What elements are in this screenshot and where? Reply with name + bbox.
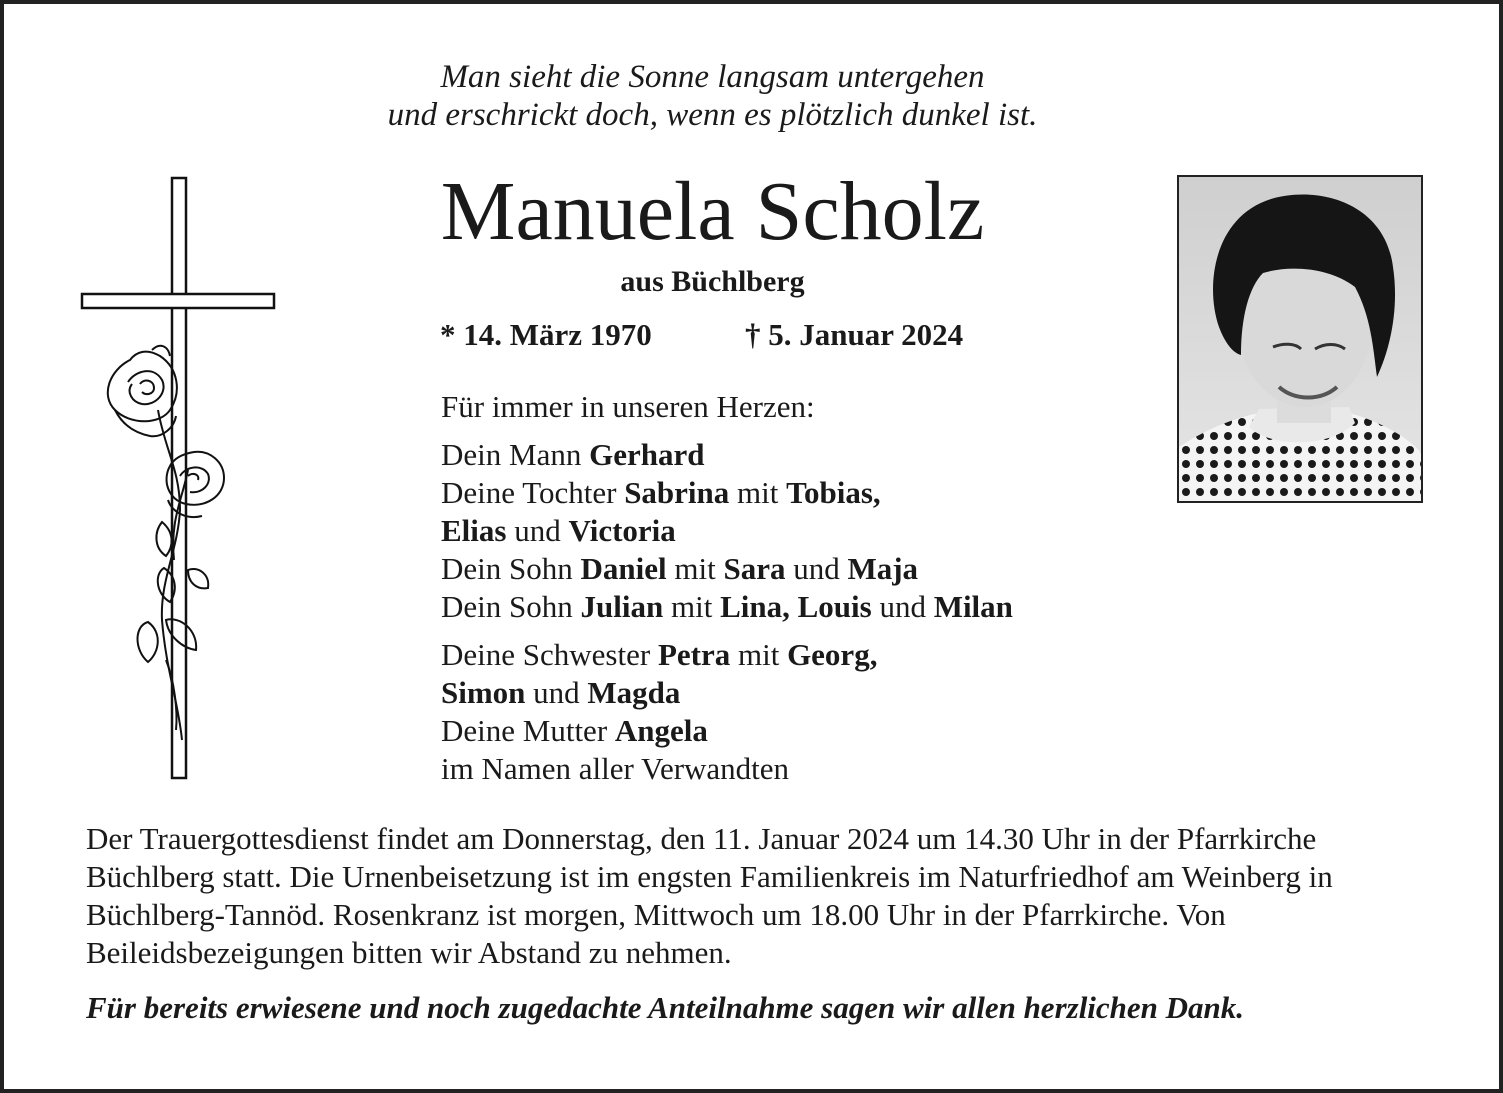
relation-label: Dein Sohn bbox=[441, 551, 581, 586]
quote-line-1: Man sieht die Sonne langsam untergehen bbox=[440, 59, 985, 95]
grandchild-name: Milan bbox=[933, 589, 1013, 624]
connector-text: und bbox=[525, 675, 588, 710]
funeral-notice: Der Trauergottesdienst findet am Donnerstag, den 11. Januar 2024 um 14.30 Uhr in der Pfarrkirche Büchlberg statt. Die Urnenbeisetzung ist im engsten Familienkreis im Naturfriedhof am Weinberg in Büchlberg-Tannöd. Rosenkranz ist morgen, Mittwoch um 18.00 Uhr in der Pfarrkirche. Von Beileidsbezeigungen bitten wir Abstand zu nehmen. bbox=[86, 821, 1333, 970]
family-mother-line bbox=[441, 712, 1013, 750]
death-date: † 5. Januar 2024 bbox=[745, 317, 964, 352]
connector-text: und bbox=[506, 513, 569, 548]
grandchild-name: Elias bbox=[441, 513, 507, 548]
son-partner-names: Lina, Louis bbox=[720, 589, 872, 624]
daughter-partner-name: Tobias, bbox=[786, 475, 881, 510]
relation-label: Dein Sohn bbox=[441, 589, 581, 624]
sister-name: Petra bbox=[657, 637, 731, 672]
deceased-origin: aus Büchlberg bbox=[620, 265, 805, 298]
connector-text: mit bbox=[729, 475, 787, 510]
connector-text: mit bbox=[730, 637, 788, 672]
memorial-quote bbox=[240, 58, 1185, 134]
family-sister-line bbox=[441, 636, 1013, 674]
mother-name: Angela bbox=[614, 713, 708, 748]
connector-text: mit bbox=[666, 551, 724, 586]
relation-label: Dein Mann bbox=[441, 437, 590, 472]
family-list bbox=[441, 388, 1013, 788]
family-intro: Für immer in unseren Herzen: bbox=[441, 389, 815, 424]
relation-label: Deine Mutter bbox=[441, 713, 615, 748]
niece-nephew-name: Magda bbox=[587, 675, 681, 710]
son-partner-name: Sara bbox=[723, 551, 786, 586]
family-son2-line bbox=[441, 588, 1013, 626]
portrait-photo bbox=[1177, 175, 1423, 503]
son-name: Daniel bbox=[580, 551, 667, 586]
connector-text: mit bbox=[663, 589, 721, 624]
family-grandchildren-line bbox=[441, 512, 1013, 550]
niece-nephew-name: Simon bbox=[441, 675, 526, 710]
family-daughter-line bbox=[441, 474, 1013, 512]
cross-with-roses-icon bbox=[70, 170, 290, 790]
thanks-line: Für bereits erwiesene und noch zugedachte Anteilnahme sagen wir allen herzlichen Dank. bbox=[86, 990, 1245, 1025]
husband-name: Gerhard bbox=[589, 437, 705, 472]
daughter-name: Sabrina bbox=[624, 475, 730, 510]
relation-label: Deine Schwester bbox=[441, 637, 658, 672]
family-husband-line bbox=[441, 436, 1013, 474]
family-closing: im Namen aller Verwandten bbox=[441, 751, 790, 786]
connector-text: und bbox=[871, 589, 934, 624]
deceased-name: Manuela Scholz bbox=[440, 165, 985, 258]
son-name: Julian bbox=[580, 589, 664, 624]
grandchild-name: Victoria bbox=[568, 513, 676, 548]
grandchild-name: Maja bbox=[847, 551, 919, 586]
sister-partner-name: Georg, bbox=[787, 637, 878, 672]
portrait-image bbox=[1179, 177, 1423, 503]
family-son1-line bbox=[441, 550, 1013, 588]
connector-text: und bbox=[785, 551, 848, 586]
relation-label: Deine Tochter bbox=[441, 475, 625, 510]
birth-date: * 14. März 1970 bbox=[440, 317, 652, 352]
family-sister-children-line bbox=[441, 674, 1013, 712]
quote-line-2: und erschrickt doch, wenn es plötzlich dunkel ist. bbox=[387, 97, 1038, 133]
